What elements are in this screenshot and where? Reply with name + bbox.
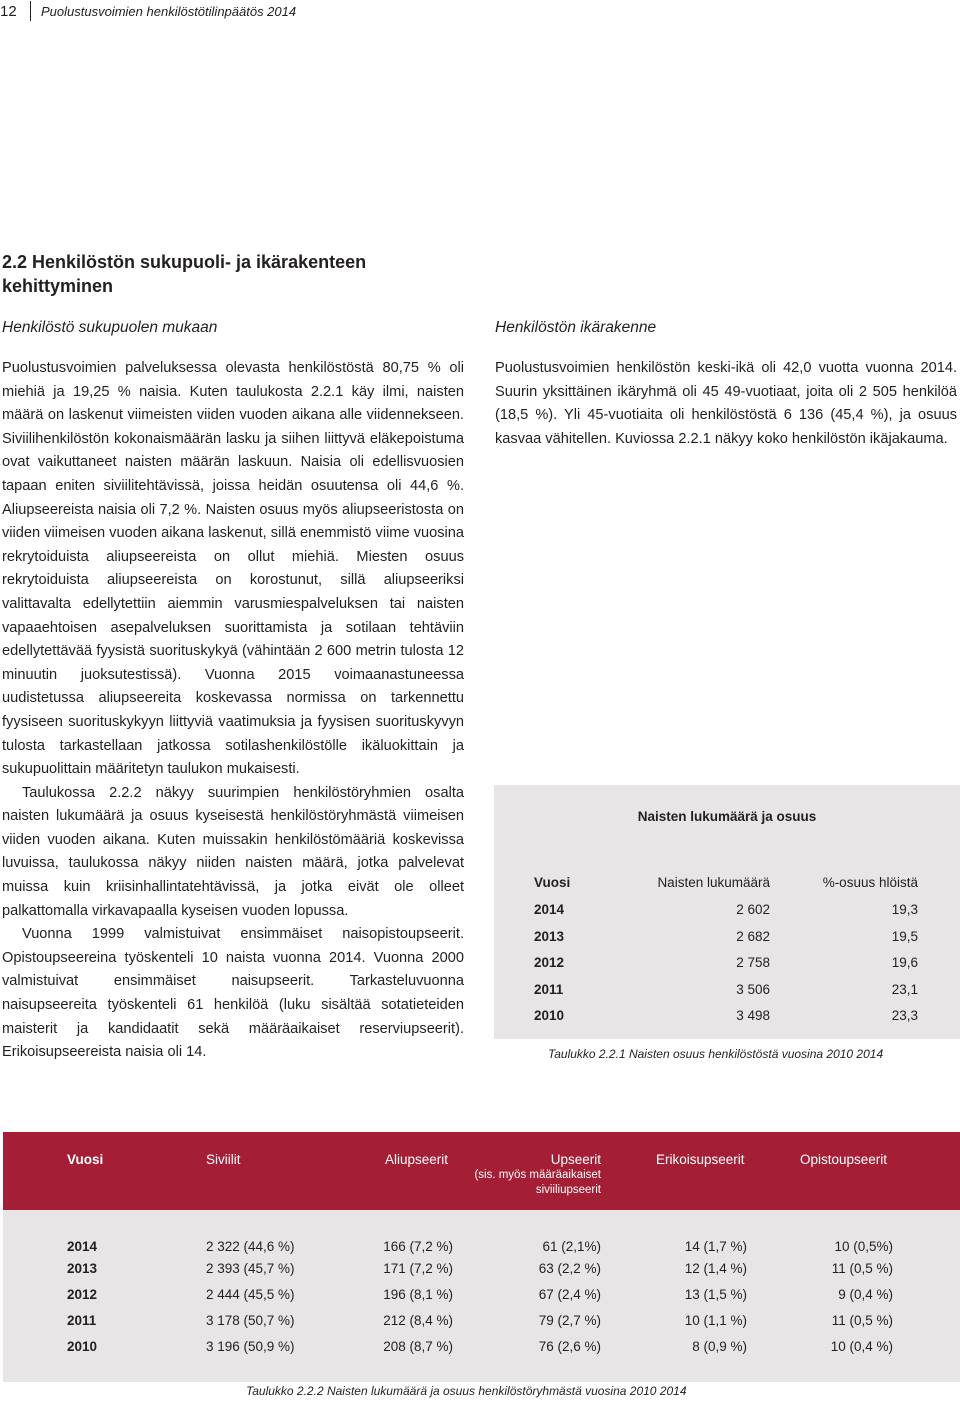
table1-share: 19,3	[891, 902, 918, 918]
table2-header-officers: Upseerit	[550, 1152, 601, 1167]
table1-count: 2 602	[736, 902, 770, 918]
table2-civilians: 2 322 (44,6 %)	[206, 1239, 295, 1254]
table1-header-share: %-osuus hlöistä	[822, 874, 918, 890]
section-title: 2.2 Henkilöstön sukupuoli- ja ikärakenteen kehittyminen	[2, 252, 367, 296]
table1-year: 2011	[534, 981, 564, 997]
table2-body	[3, 1210, 960, 1382]
table2-header-special-officers: Erikoisupseerit	[656, 1152, 745, 1167]
table1-year: 2012	[534, 955, 565, 971]
table2-nco: 171 (7,2 %)	[383, 1261, 453, 1276]
table2-warrant-officers: 11 (0,5 %)	[831, 1313, 893, 1328]
table2-header-officers-group	[473, 1152, 601, 1198]
table2-warrant-officers: 11 (0,5 %)	[831, 1261, 893, 1276]
table2-year: 2012	[67, 1287, 98, 1302]
table2-officers: 79 (2,7 %)	[538, 1313, 601, 1328]
right-subheading: Henkilöstön ikärakenne	[495, 319, 657, 336]
table2-warrant-officers: 10 (0,5%)	[834, 1239, 893, 1254]
table2-officers: 76 (2,6 %)	[538, 1339, 601, 1354]
table-row	[3, 1284, 960, 1306]
right-paragraph-1: Puolustusvoimien henkilöstön keski-ikä oli 42,0 vuotta vuonna 2014. Suurin yksittäinen ikäryhmä oli 45 49-vuotiaat, joita oli 2 505 henkilöä (18,5 %). Yli 45-vuotiaita oli henkilöstöstä 6 136 (45,4 %), ja osuus kasvaa vähitellen. Kuviossa 2.2.1 näkyy koko henkilöstön ikäjakauma.	[495, 360, 957, 447]
table2-special-officers: 12 (1,4 %)	[684, 1261, 747, 1276]
table2-nco: 196 (8,1 %)	[383, 1287, 453, 1302]
table2-header-year: Vuosi	[67, 1152, 104, 1167]
table-row	[534, 1003, 918, 1030]
table2-civilians: 3 196 (50,9 %)	[206, 1339, 295, 1354]
table2-header	[3, 1132, 960, 1210]
table1-count: 2 682	[736, 928, 770, 944]
table2-civilians: 2 393 (45,7 %)	[206, 1261, 295, 1276]
table2-special-officers: 14 (1,7 %)	[684, 1239, 747, 1254]
personnel-group-table	[3, 1132, 960, 1382]
table2-nco: 212 (8,4 %)	[383, 1313, 453, 1328]
table1-body	[534, 897, 918, 1030]
page-number: 12	[0, 2, 17, 20]
table1-header-year: Vuosi	[534, 874, 571, 890]
table2-header-civilians: Siviilit	[206, 1152, 241, 1167]
table2-special-officers: 10 (1,1 %)	[684, 1313, 747, 1328]
running-title: Puolustusvoimien henkilöstötilinpäätös 2014	[41, 3, 297, 19]
table1-count: 3 506	[736, 981, 770, 997]
left-column	[2, 357, 464, 1065]
table-row	[3, 1310, 960, 1332]
table1-share: 23,3	[891, 1008, 918, 1024]
table1-year: 2010	[534, 1008, 565, 1024]
table2-civilians: 2 444 (45,5 %)	[206, 1287, 295, 1302]
table1-title: Naisten lukumäärä ja osuus	[637, 809, 817, 824]
table1-year: 2013	[534, 928, 565, 944]
table-row	[3, 1236, 960, 1258]
table2-year: 2014	[67, 1239, 98, 1254]
table1-year: 2014	[534, 902, 565, 918]
table2-year: 2013	[67, 1261, 98, 1276]
table2-special-officers: 13 (1,5 %)	[684, 1287, 747, 1302]
table1-header-count: Naisten lukumäärä	[657, 874, 770, 890]
table2-year: 2010	[67, 1339, 98, 1354]
table1-count: 3 498	[736, 1008, 770, 1024]
table1	[534, 869, 918, 1029]
table2-officers: 61 (2,1%)	[542, 1239, 601, 1254]
page-header	[0, 0, 296, 22]
table2-year: 2011	[67, 1313, 97, 1328]
table2-header-nco: Aliupseerit	[385, 1152, 449, 1167]
table2-nco: 208 (8,7 %)	[383, 1339, 453, 1354]
table1-share: 19,6	[891, 955, 918, 971]
table2-officers: 63 (2,2 %)	[538, 1261, 601, 1276]
table1-caption: Taulukko 2.2.1 Naisten osuus henkilöstöstä vuosina 2010 2014	[548, 1047, 884, 1061]
table2-officers: 67 (2,4 %)	[538, 1287, 601, 1302]
table-row	[534, 976, 918, 1003]
table1-share: 23,1	[891, 981, 918, 997]
table1-count: 2 758	[736, 955, 770, 971]
table-row	[3, 1336, 960, 1358]
table2-caption: Taulukko 2.2.2 Naisten lukumäärä ja osuus henkilöstöryhmästä vuosina 2010 2014	[246, 1384, 687, 1398]
table-row	[534, 923, 918, 950]
table2-warrant-officers: 10 (0,4 %)	[830, 1339, 893, 1354]
table-row	[3, 1258, 960, 1280]
table2-nco: 166 (7,2 %)	[383, 1239, 453, 1254]
table-row	[534, 897, 918, 924]
left-paragraph-3: Vuonna 1999 valmistuivat ensimmäiset naisopistoupseerit. Opistoupseereina työskenteli 10 naista vuonna 2014. Vuonna 2000 valmistuivat ensimmäiset naisupseerit. Tarkasteluvuonna naisupseereita työskenteli 61 henkilöä (luku sisältää sotatieteiden maisterit ja kandidaatit sekä määräaikaiset reserviupseerit). Erikoisupseereista naisia oli 14.	[2, 926, 464, 1061]
women-count-table-box	[494, 785, 960, 1039]
header-divider	[30, 1, 31, 21]
table2-warrant-officers: 9 (0,4 %)	[838, 1287, 893, 1302]
left-paragraph-2: Taulukossa 2.2.2 näkyy suurimpien henkilöstöryhmien osalta naisten lukumäärä ja osuus kyseisestä henkilöstöryhmästä viimeisen viiden vuoden aikana. Kuten muissakin henkilöstömääriä koskevissa luvuissa, taulukossa näkyy niiden naisten määrä, jotka palvelevat muissa kuin kriisinhallintatehtävissä, ja jotka eivät ole olleet palkattomalla virkavapaalla kyseisen vuoden lopussa.	[2, 784, 464, 919]
left-subheading: Henkilöstö sukupuolen mukaan	[2, 319, 218, 336]
table1-share: 19,5	[891, 928, 918, 944]
left-paragraph-1: Puolustusvoimien palveluksessa olevasta henkilöstöstä 80,75 % oli miehiä ja 19,25 % naisia. Kuten taulukosta 2.2.1 käy ilmi, naisten määrä on laskenut viimeisten viiden vuoden aikana alle viidennekseen. Siviilihenkilöstön kokonaismäärän lasku ja siihen liittyvä eläkepoistuma ovat vaikuttaneet naisten määrän laskuun. Naisia oli edellisvuosien tapaan eniten siviilitehtävissä, joissa heidän osuutensa oli 44,6 %. Aliupseereista naisia oli 7,2 %. Naisten osuus myös aliupseeristosta on viiden viimeisen vuoden aikana laskenut, sillä enemmistö viime vuosina rekrytoiduista aliupseereista on ollut miehiä. Miesten osuus rekrytoiduista aliupseereista on korostunut, sillä aliupseeriksi valittavalta edellytettiin aiemmin varusmiespalveluksen tai naisten vapaaehtoisen asepalveluksen suorittamista ja sotilaan tehtäviin edellytettävää fyysistä suorituskykyä (vähintään 2 600 metrin tulosta 12 minuutin juoksutestissä). Vuonna 2015 voimaanastuneessa uudistetussa aliupseereita koskevassa normissa on tarkennettu fyysiseen suorituskykyyn liittyviä vaatimuksia ja fyysisen suorituskyvyn tulosta tarkastellaan jatkossa sotilashenkilöstölle ikäluokittain ja sukupuolittain määritetyn taulukon mukaisesti.	[2, 360, 464, 778]
table-row	[534, 950, 918, 977]
table2-special-officers: 8 (0,9 %)	[692, 1339, 747, 1354]
table2-header-officers-note: (sis. myös määräaikaiset siviiliupseerit	[474, 1169, 601, 1196]
table2-header-warrant-officers: Opistoupseerit	[800, 1152, 888, 1167]
table1-header-row	[534, 869, 918, 896]
right-column	[495, 357, 957, 451]
table2-civilians: 3 178 (50,7 %)	[206, 1313, 295, 1328]
